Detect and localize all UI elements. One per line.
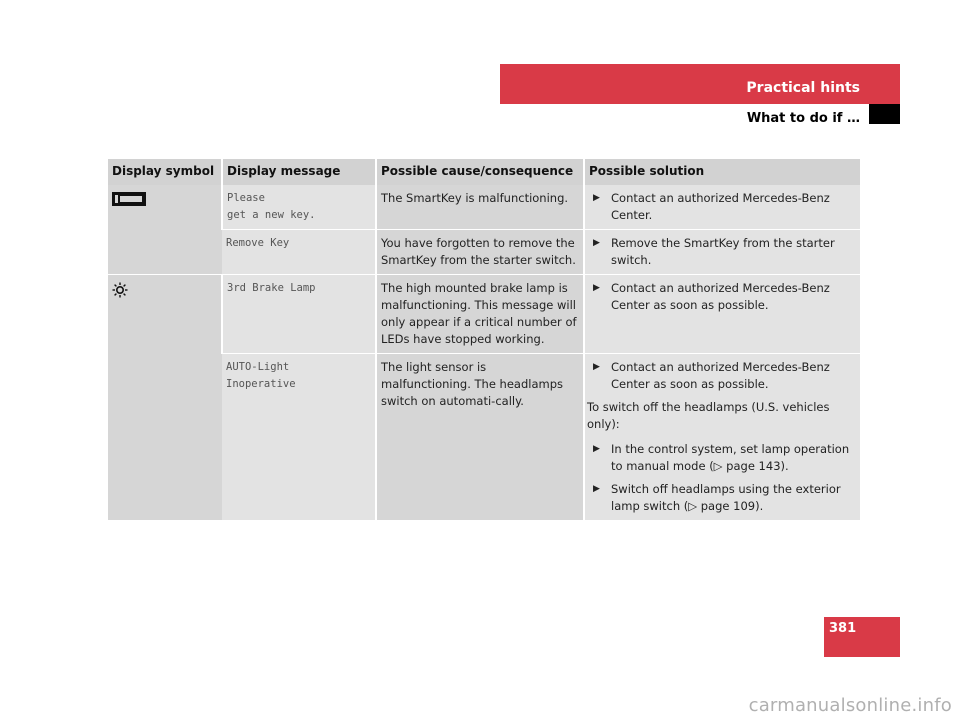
solution-item: ▶ Remove the SmartKey from the starter switch.: [589, 235, 856, 269]
section-title: Practical hints: [746, 80, 860, 96]
watermark: carmanualsonline.info: [748, 695, 952, 716]
solution-cell: [584, 275, 860, 354]
display-message-cell: [222, 185, 376, 230]
subsection-title: What to do if …: [746, 111, 860, 126]
display-message: Please get a new key.: [227, 192, 316, 221]
display-message: Remove Key: [226, 237, 290, 249]
arrow-bullet-icon: ▶: [593, 238, 600, 248]
arrow-bullet-icon: ▶: [593, 484, 600, 494]
table-header-row: [108, 159, 860, 185]
cause-cell: The SmartKey is malfunctioning.: [376, 185, 584, 230]
solution-item: ▶ Contact an authorized Mercedes-Benz Center as soon as possible.: [589, 359, 856, 393]
solution-item: ▶ Contact an authorized Mercedes-Benz Center as soon as possible.: [589, 280, 856, 314]
header-marker-block: [869, 104, 900, 124]
solution-note: To switch off the headlamps (U.S. vehicles only):: [587, 400, 830, 431]
solution-item: ▶ Contact an authorized Mercedes-Benz Center.: [589, 190, 856, 224]
smartkey-icon: [112, 192, 146, 211]
arrow-bullet-icon: ▶: [593, 444, 600, 454]
cause-cell: You have forgotten to remove the SmartKey from the starter switch.: [376, 230, 584, 275]
solution-cell: [584, 354, 860, 521]
symbol-cell: [108, 185, 222, 275]
column-header-message: Display message: [222, 159, 376, 185]
arrow-bullet-icon: ▶: [593, 362, 600, 372]
column-header-symbol: Display symbol: [108, 159, 222, 185]
symbol-cell: [108, 275, 222, 521]
arrow-bullet-icon: ▶: [593, 283, 600, 293]
page-number: 381: [829, 621, 857, 636]
cause-cell: The light sensor is malfunctioning. The headlamps switch on automati-cally.: [376, 354, 584, 521]
display-message-cell: [222, 230, 376, 275]
table-row: [108, 275, 860, 354]
arrow-bullet-icon: ▶: [593, 193, 600, 203]
display-messages-table: [108, 159, 860, 521]
cause-cell: The high mounted brake lamp is malfunctioning. This message will only appear if a critical number of LEDs have stopped working.: [376, 275, 584, 354]
display-message-cell: [222, 275, 376, 354]
display-message: 3rd Brake Lamp: [227, 282, 316, 294]
column-header-solution: Possible solution: [584, 159, 860, 185]
table-row: [108, 185, 860, 230]
display-message-cell: [222, 354, 376, 521]
lamp-icon: [112, 282, 128, 303]
solution-cell: [584, 185, 860, 230]
solution-item: ▶ In the control system, set lamp operation to manual mode (▷ page 143).: [589, 441, 856, 475]
column-header-cause: Possible cause/consequence: [376, 159, 584, 185]
solution-cell: [584, 230, 860, 275]
display-message: AUTO-Light Inoperative: [226, 361, 296, 390]
solution-item: ▶ Switch off headlamps using the exterior lamp switch (▷ page 109).: [589, 481, 856, 515]
